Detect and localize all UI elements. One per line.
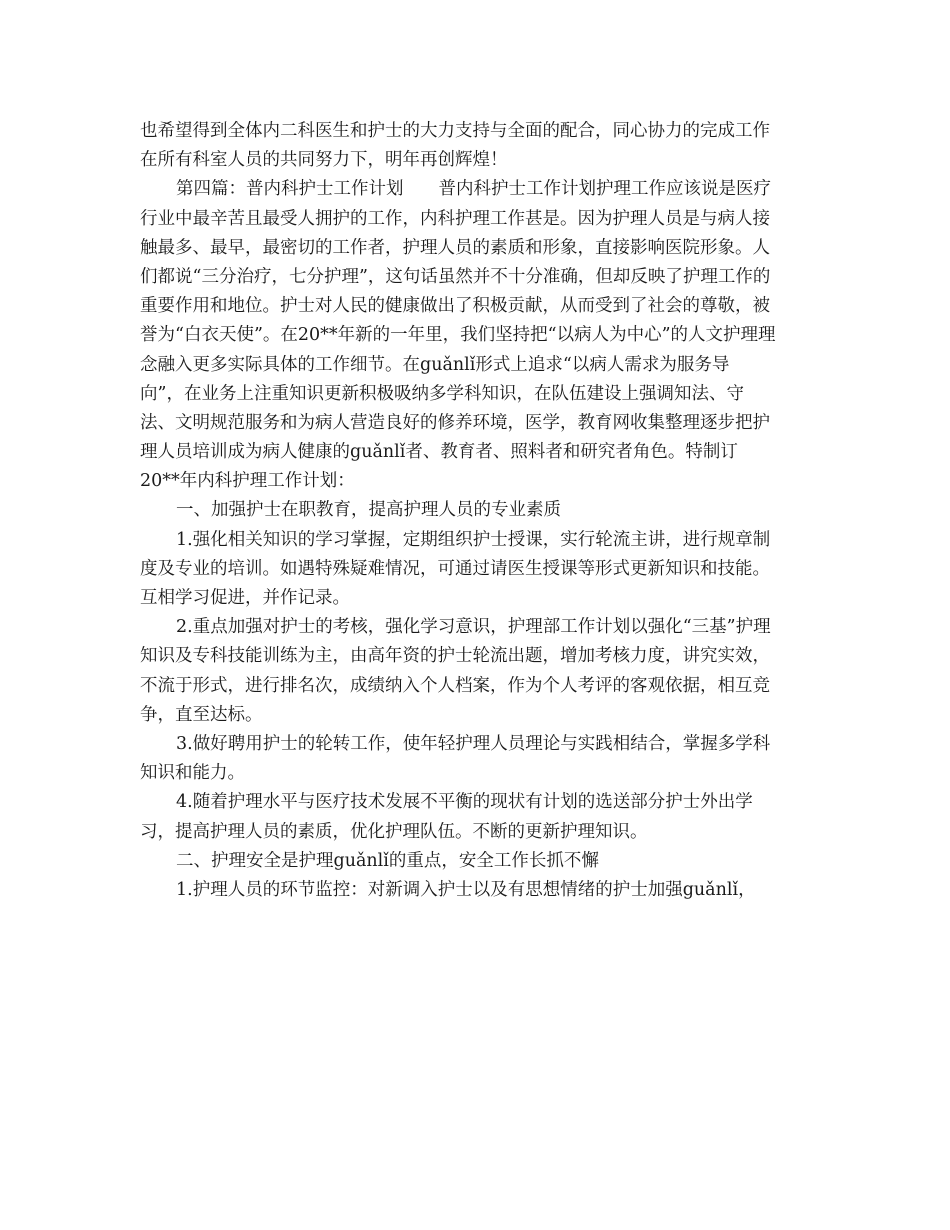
- text-line: 2.重点加强对护士的考核，强化学习意识，护理部工作计划以强化“三基”护理: [176, 617, 771, 638]
- text-line: 向”，在业务上注重知识更新积极吸纳多学科知识，在队伍建设上强调知法、守: [140, 383, 744, 404]
- text-line: 念融入更多实际具体的工作细节。在guǎnlǐ形式上追求“以病人需求为服务导: [140, 354, 730, 375]
- text-line: 互相学习促进，并作记录。: [140, 588, 350, 608]
- text-line: 3.做好聘用护士的轮转工作，使年轻护理人员理论与实践相结合，掌握多学科: [176, 733, 771, 754]
- text-line: 4.随着护理水平与医疗技术发展不平衡的现状有计划的选送部分护士外出学: [176, 792, 753, 813]
- text-line: 第四篇：普内科护士工作计划 普内科护士工作计划护理工作应该说是医疗: [176, 179, 771, 200]
- text-line: 理人员培训成为病人健康的guǎnlǐ者、教育者、照料者和研究者角色。特制订: [140, 442, 738, 463]
- document-body: [140, 117, 812, 905]
- text-line: 知识及专科技能训练为主，由高年资的护士轮流出题，增加考核力度，讲究实效，: [140, 646, 770, 667]
- text-line: 也希望得到全体内二科医生和护士的大力支持与全面的配合，同心协力的完成工作: [140, 121, 770, 141]
- text-line: 知识和能力。: [140, 763, 245, 784]
- text-line: 一、加强护士在职教育，提高护理人员的专业素质: [176, 500, 561, 521]
- text-line: 重要作用和地位。护士对人民的健康做出了积极贡献，从而受到了社会的尊敬，被: [140, 296, 770, 317]
- text-line: 法、文明规范服务和为病人营造良好的修养环境，医学，教育网收集整理逐步把护: [140, 412, 770, 433]
- text-line: 争，直至达标。: [140, 704, 263, 725]
- text-line: 不流于形式，进行排名次，成绩纳入个人档案，作为个人考评的客观依据，相互竞: [140, 675, 770, 696]
- text-line: 习，提高护理人员的素质，优化护理队伍。不断的更新护理知识。: [140, 821, 648, 842]
- text-line: 二、护理安全是护理guǎnlǐ的重点，安全工作长抓不懈: [176, 850, 599, 871]
- text-line: 度及专业的培训。如遇特殊疑难情况，可通过请医生授课等形式更新知识和技能。: [140, 558, 770, 579]
- text-line: 们都说“三分治疗，七分护理”，这句话虽然并不十分准确，但却反映了护理工作的: [140, 266, 771, 287]
- text-line: 在所有科室人员的共同努力下，明年再创辉煌！: [140, 150, 508, 171]
- text-line: 20**年内科护理工作计划：: [140, 471, 355, 492]
- text-line: 触最多、最早，最密切的工作者，护理人员的素质和形象，直接影响医院形象。人: [140, 237, 770, 258]
- text-line: 行业中最辛苦且最受人拥护的工作，内科护理工作甚是。因为护理人员是与病人接: [140, 208, 770, 229]
- text-line: 1.护理人员的环节监控：对新调入护士以及有思想情绪的护士加强guǎnlǐ，: [176, 879, 756, 900]
- text-line: 誉为“白衣天使”。在20**年新的一年里，我们坚持把“以病人为中心”的人文护理理: [140, 325, 776, 346]
- text-line: 1.强化相关知识的学习掌握，定期组织护士授课，实行轮流主讲，进行规章制: [176, 529, 771, 550]
